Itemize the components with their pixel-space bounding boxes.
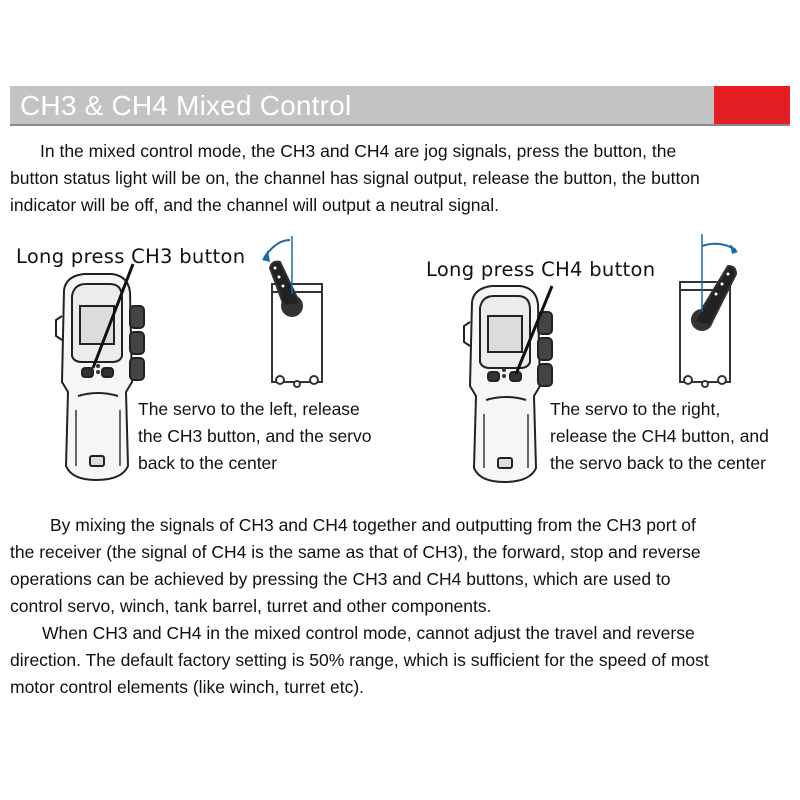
body-line: motor control elements (like winch, turret etc). [10, 677, 365, 697]
body-line: By mixing the signals of CH3 and CH4 together and outputting from the CH3 port of [50, 515, 696, 535]
section-title: CH3 & CH4 Mixed Control [20, 90, 352, 121]
body-line: control servo, winch, tank barrel, turret and other components. [10, 596, 492, 616]
body-line: operations can be achieved by pressing the CH3 and CH4 buttons, which are used to [10, 569, 671, 589]
servo-right-icon [672, 232, 752, 392]
figure-left-label: Long press CH3 button [16, 245, 246, 268]
figure-left-caption [138, 396, 371, 477]
caption-line: the CH3 button, and the servo [138, 426, 372, 446]
body-line: the receiver (the signal of CH4 is the same as that of CH3), the forward, stop and reverse [10, 542, 701, 562]
intro-paragraph [10, 138, 790, 219]
body-line: When CH3 and CH4 in the mixed control mode, cannot adjust the travel and reverse [42, 623, 695, 643]
body-line: direction. The default factory setting is 50% range, which is sufficient for the speed of most [10, 650, 709, 670]
intro-line: indicator will be off, and the channel will output a neutral signal. [10, 195, 500, 215]
caption-line: release the CH4 button, and [550, 426, 769, 446]
section-title-bar [10, 86, 790, 126]
body-paragraph-2 [10, 620, 790, 701]
intro-line: In the mixed control mode, the CH3 and CH4 are jog signals, press the button, the [40, 141, 677, 161]
title-accent-block [714, 86, 790, 124]
caption-line: the servo back to the center [550, 453, 766, 473]
caption-line: back to the center [138, 453, 278, 473]
caption-line: The servo to the right, [550, 399, 721, 419]
caption-line: The servo to the left, release [138, 399, 360, 419]
servo-left-icon [262, 232, 334, 392]
figure-right-label: Long press CH4 button [426, 258, 656, 281]
figure-right-caption [550, 396, 769, 477]
intro-line: button status light will be on, the channel has signal output, release the button, the button [10, 168, 700, 188]
body-paragraph-1 [10, 512, 790, 620]
